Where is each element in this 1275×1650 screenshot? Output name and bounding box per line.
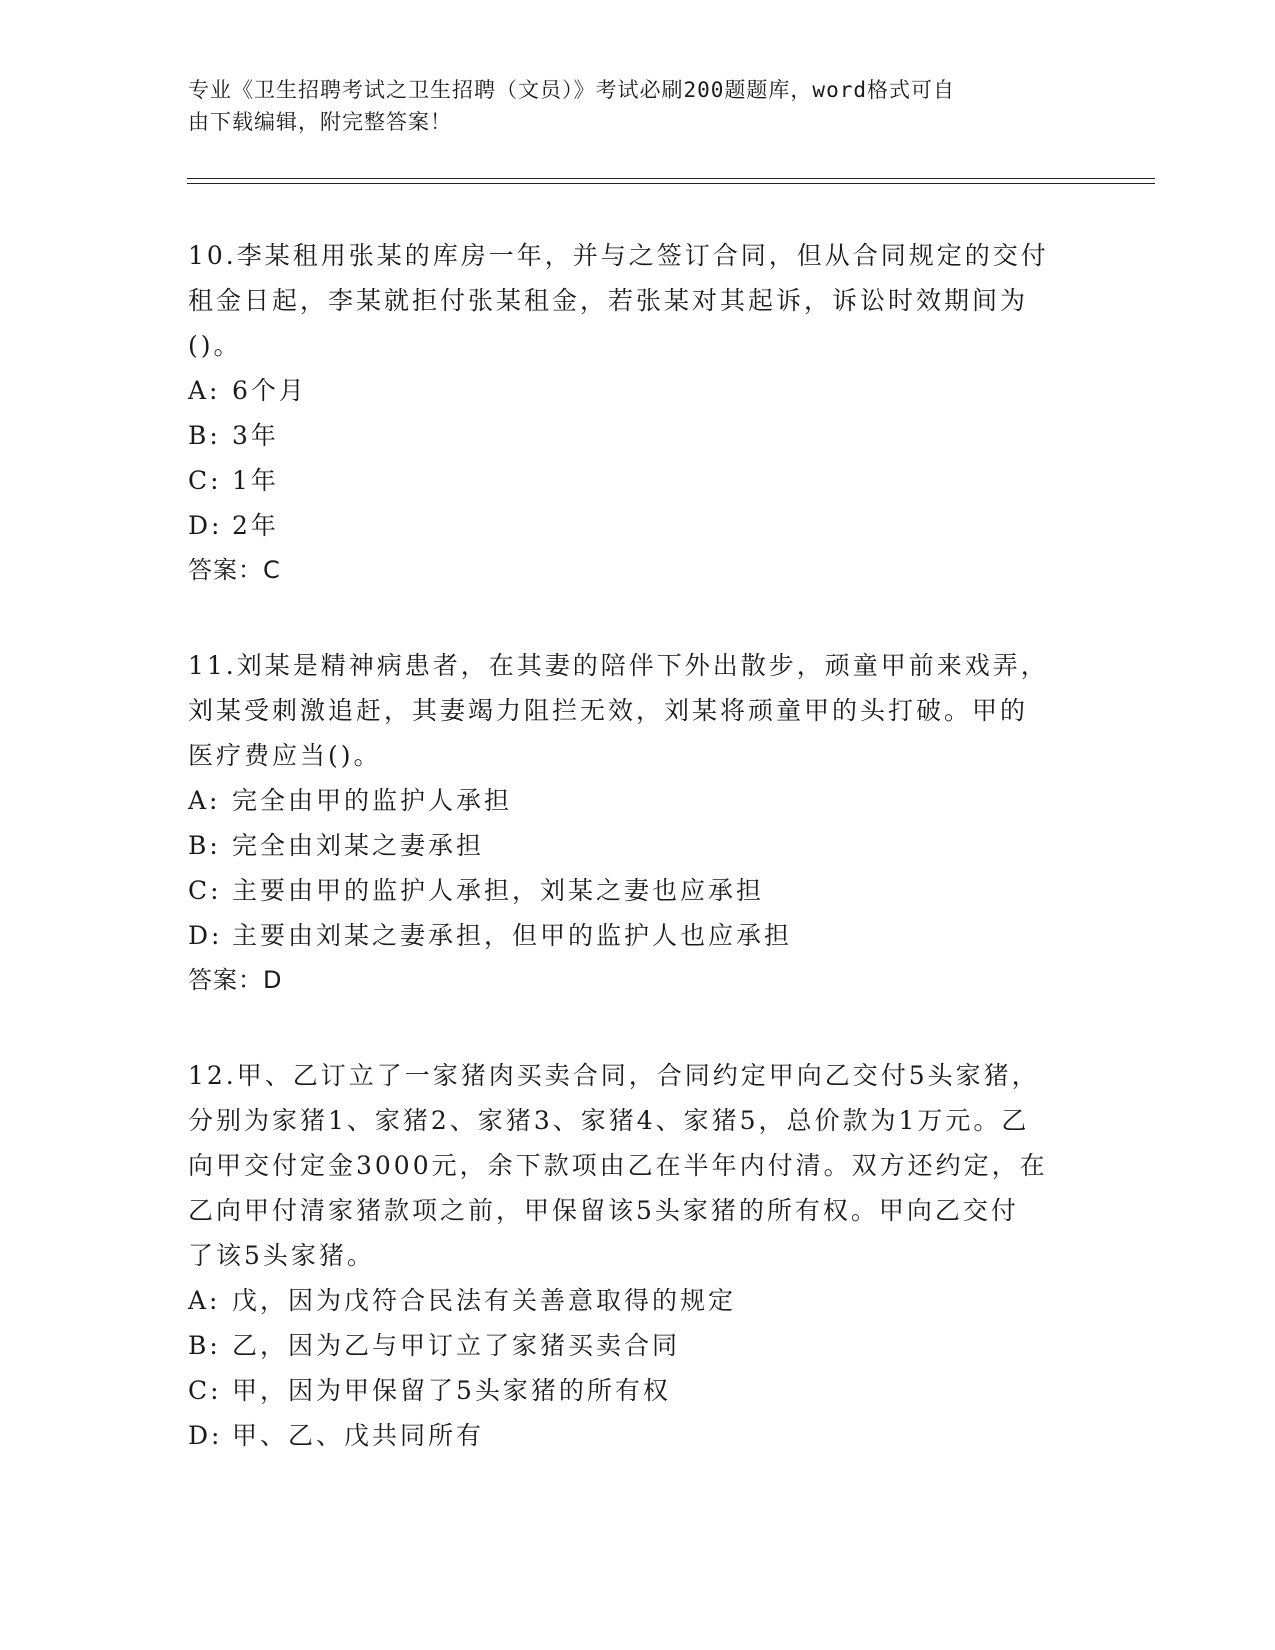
option-text: 2年 [232,511,279,540]
option-text: 1年 [232,466,279,495]
option-text: 主要由甲的监护人承担，刘某之妻也应承担 [232,876,765,905]
option-text: 甲，因为甲保留了5头家猪的所有权 [232,1376,671,1405]
option-c [188,868,1088,913]
stem-line: 乙向甲付清家猪款项之前，甲保留该5头家猪的所有权。甲向乙交付 [188,1196,1019,1225]
option-key: B: [188,421,221,450]
header-divider-bottom [187,183,1155,184]
option-text: 3年 [232,421,279,450]
option-text: 完全由甲的监护人承担 [232,786,513,815]
stem-line: 医疗费应当()。 [188,741,382,770]
option-list [188,778,1088,958]
stem-line: 刘某受刺激追赶，其妻竭力阻拦无效，刘某将顽童甲的头打破。甲的 [188,696,1029,725]
question-stem [188,233,1088,368]
stem-line: 12.甲、乙订立了一家猪肉买卖合同，合同约定甲向乙交付5头家猪， [188,1061,1040,1090]
option-list [188,1278,1088,1458]
option-key: A: [188,1286,221,1315]
option-d [188,503,1088,548]
question-stem [188,643,1088,778]
document-header [188,74,1088,138]
header-line-1: 专业《卫生招聘考试之卫生招聘（文员）》考试必刷200题题库，word格式可自 [188,78,955,102]
option-b [188,823,1088,868]
option-text: 乙，因为乙与甲订立了家猪买卖合同 [232,1331,681,1360]
header-divider-top [187,178,1155,179]
option-c [188,458,1088,503]
answer-label: 答案：D [188,966,283,994]
option-text: 主要由刘某之妻承担，但甲的监护人也应承担 [232,921,793,950]
stem-line: 租金日起，李某就拒付张某租金，若张某对其起诉，诉讼时效期间为 [188,286,1029,315]
question-10 [188,233,1088,593]
option-b [188,1323,1088,1368]
option-key: D: [188,921,223,950]
option-text: 甲、乙、戊共同所有 [232,1421,485,1450]
answer-label: 答案：C [188,556,281,584]
stem-line: 分别为家猪1、家猪2、家猪3、家猪4、家猪5，总价款为1万元。乙 [188,1106,1030,1135]
stem-line: 向甲交付定金3000元，余下款项由乙在半年内付清。双方还约定，在 [188,1151,1048,1180]
option-a [188,368,1088,413]
option-c [188,1368,1088,1413]
option-key: C: [188,1376,222,1405]
option-text: 完全由刘某之妻承担 [232,831,485,860]
header-line-2: 由下载编辑，附完整答案！ [188,110,452,134]
option-key: C: [188,466,222,495]
option-a [188,778,1088,823]
option-key: D: [188,1421,223,1450]
option-d [188,1413,1088,1458]
stem-line: ()。 [188,331,242,360]
option-key: A: [188,786,221,815]
question-11 [188,643,1088,1003]
option-a [188,1278,1088,1323]
option-list [188,368,1088,548]
question-stem [188,1053,1088,1278]
option-b [188,413,1088,458]
option-text: 6个月 [232,376,307,405]
option-text: 戊，因为戊符合民法有关善意取得的规定 [232,1286,737,1315]
option-key: B: [188,1331,221,1360]
option-key: A: [188,376,221,405]
option-key: B: [188,831,221,860]
stem-line: 10.李某租用张某的库房一年，并与之签订合同，但从合同规定的交付 [188,241,1049,270]
option-d [188,913,1088,958]
question-12 [188,1053,1088,1458]
option-key: D: [188,511,223,540]
stem-line: 11.刘某是精神病患者，在其妻的陪伴下外出散步，顽童甲前来戏弄， [188,651,1049,680]
stem-line: 了该5头家猪。 [188,1241,375,1270]
option-key: C: [188,876,222,905]
